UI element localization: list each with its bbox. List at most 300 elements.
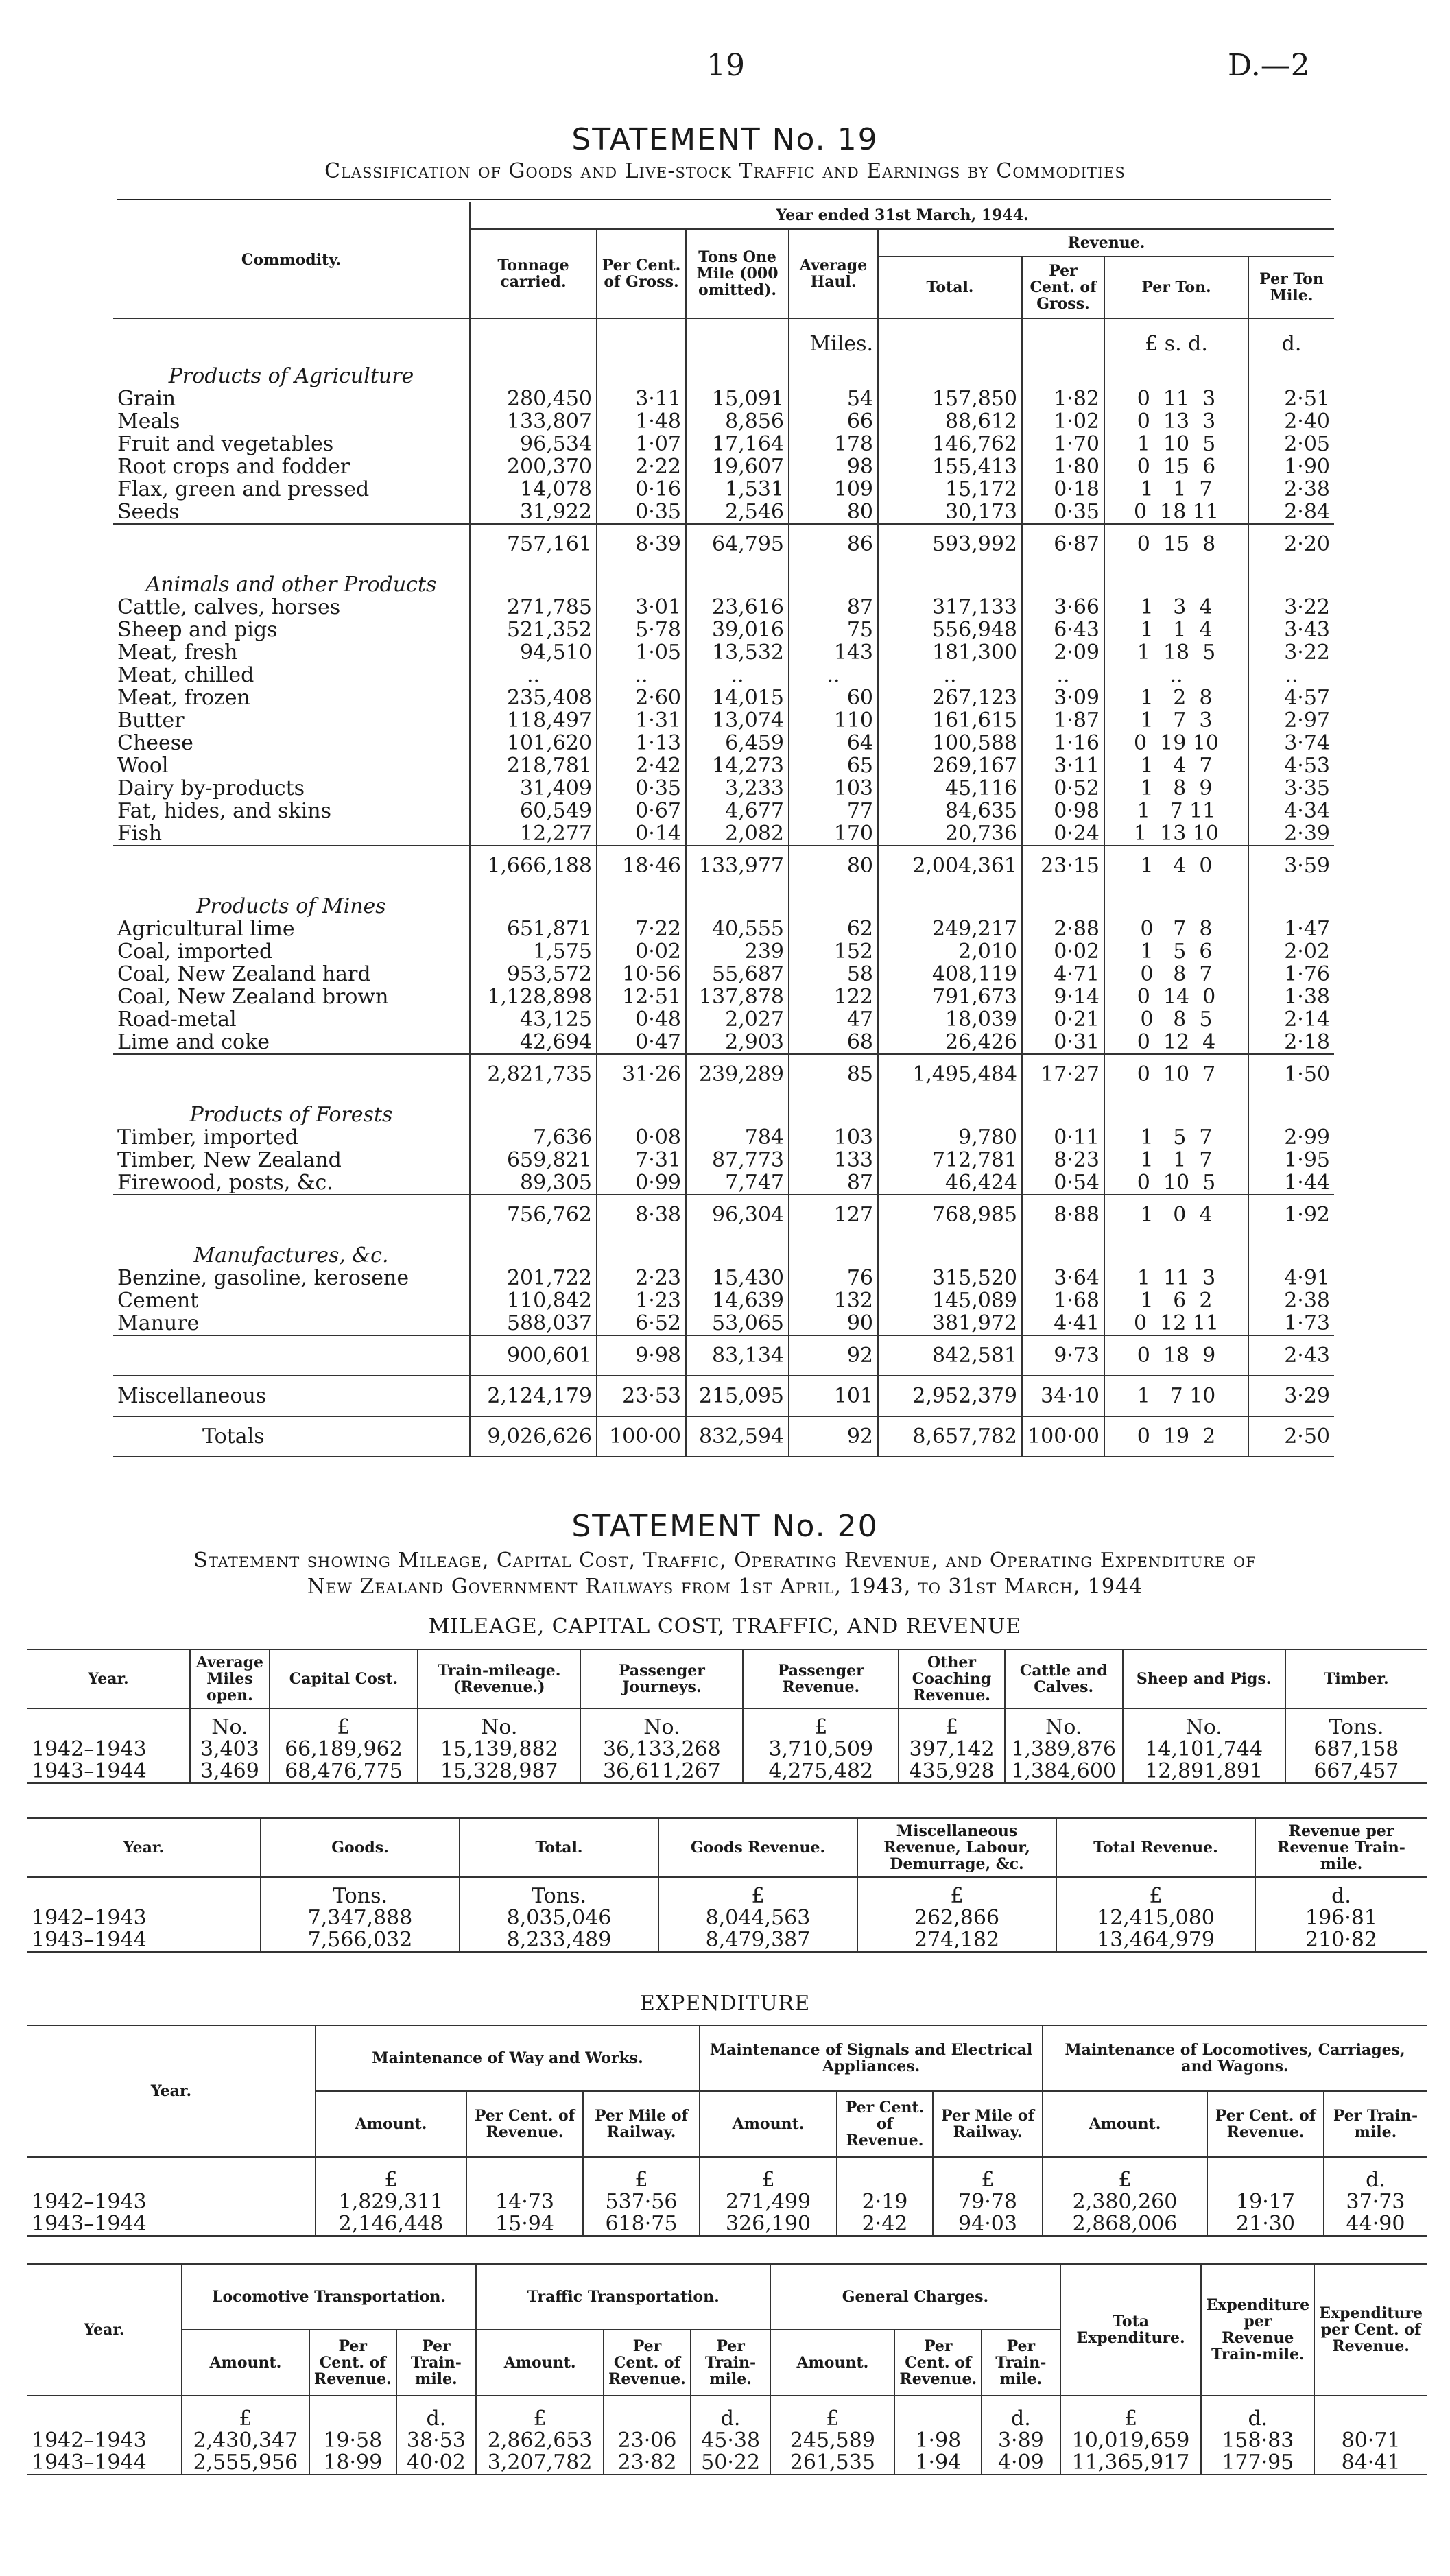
value-cell: 18,039 [878, 1008, 1022, 1031]
unit-cell [597, 318, 686, 355]
total-label-blank [113, 1054, 470, 1094]
group-header: Maintenance of Way and Works. [316, 2025, 700, 2091]
value-cell: 1 7 11 [1104, 800, 1248, 822]
value-cell: 1 6 2 [1104, 1289, 1248, 1312]
value-cell: 7,566,032 [261, 1929, 460, 1952]
group-total-cell: 85 [789, 1054, 878, 1094]
unit-cell: d. [691, 2396, 771, 2430]
spacer-cell [1022, 355, 1104, 387]
value-cell: 40,555 [686, 918, 789, 940]
spacer-cell [878, 1094, 1022, 1126]
value-cell: 200,370 [470, 455, 597, 478]
value-cell: 269,167 [878, 754, 1022, 777]
value-cell: 267,123 [878, 687, 1022, 709]
unit-cell: £ [857, 1877, 1056, 1907]
unit-cell: £ [583, 2157, 700, 2191]
value-cell: 7·22 [597, 918, 686, 940]
spacer-cell [878, 885, 1022, 918]
sub-header: Per Cent. of Revenue. [894, 2330, 982, 2396]
value-cell: 2·60 [597, 687, 686, 709]
sub-header: Amount. [770, 2330, 894, 2396]
commodity-row [113, 754, 1334, 777]
value-cell: 137,878 [686, 986, 789, 1008]
spacer-cell [1104, 1094, 1248, 1126]
commodity-row [113, 478, 1334, 501]
value-cell: 7,347,888 [261, 1907, 460, 1929]
total-label-blank [113, 1195, 470, 1235]
header-exp-per_mile: Expenditure per Revenue Train-mile. [1201, 2264, 1314, 2396]
group-heading-row [113, 355, 1334, 387]
spacer-cell [597, 1094, 686, 1126]
value-cell: 2·88 [1022, 918, 1104, 940]
value-cell: 953,572 [470, 963, 597, 986]
sub-header: Amount. [182, 2330, 309, 2396]
value-cell: 3,207,782 [476, 2452, 604, 2474]
column-header: Total Revenue. [1056, 1818, 1255, 1877]
unit-cell: £ [476, 2396, 604, 2430]
value-cell: 712,781 [878, 1149, 1022, 1171]
value-cell: 8,233,489 [460, 1929, 658, 1952]
value-cell: 44·90 [1324, 2213, 1427, 2236]
grand-totals-row-cell: 8,657,782 [878, 1416, 1022, 1457]
value-cell: 36,133,268 [580, 1739, 743, 1761]
value-cell: 84,635 [878, 800, 1022, 822]
year-cell: 1943–1944 [32, 1759, 147, 1783]
value-cell: 3·64 [1022, 1267, 1104, 1289]
value-cell: 556,948 [878, 619, 1022, 641]
spacer-cell [597, 1235, 686, 1267]
commodity-name: Sheep and pigs [117, 618, 278, 642]
miscellaneous-row-cell: 101 [789, 1376, 878, 1416]
grand-totals-row-cell: 0 19 2 [1104, 1416, 1248, 1457]
header-ton-miles: Tons One Mile (000 omitted). [686, 229, 789, 318]
value-cell: 103 [789, 1126, 878, 1149]
value-cell: 4·53 [1248, 754, 1334, 777]
value-cell: 2·42 [837, 2213, 933, 2236]
value-cell: 0·54 [1022, 1171, 1104, 1195]
value-cell: 3·01 [597, 596, 686, 619]
value-cell: 94,510 [470, 641, 597, 664]
commodity-name: Fruit and vegetables [117, 432, 334, 456]
commodity-name: Meat, chilled [117, 663, 254, 687]
value-cell: 178 [789, 433, 878, 455]
value-cell: 110 [789, 709, 878, 732]
year-cell: 1943–1944 [32, 1928, 147, 1952]
group-total-cell: 96,304 [686, 1195, 789, 1235]
header-revenue-total: Total. [878, 257, 1022, 318]
commodity-name: Timber, New Zealand [117, 1148, 342, 1172]
total-label-blank [113, 846, 470, 885]
header-year: Year. [150, 2082, 192, 2100]
group-total-cell: 757,161 [470, 524, 597, 564]
value-cell: 2,082 [686, 822, 789, 846]
value-cell: .. [789, 664, 878, 687]
header-tonnage: Tonnage carried. [470, 229, 597, 318]
section-mileage-heading: MILEAGE, CAPITAL COST, TRAFFIC, AND REVENUE [428, 1614, 1022, 1638]
grand-totals-row-cell: 100·00 [597, 1416, 686, 1457]
value-cell: 408,119 [878, 963, 1022, 986]
year-row [27, 1739, 1427, 1761]
value-cell: 14,015 [686, 687, 789, 709]
value-cell: 0·11 [1022, 1126, 1104, 1149]
value-cell: 1,575 [470, 940, 597, 963]
column-header: Passenger Revenue. [743, 1649, 899, 1708]
group-total-cell: 83,134 [686, 1335, 789, 1376]
miscellaneous-row [113, 1376, 1334, 1416]
column-header: Average Miles open. [190, 1649, 270, 1708]
sub-header: Amount. [476, 2330, 604, 2396]
sub-header: Per Train-mile. [396, 2330, 477, 2396]
sub-header: Per Mile of Railway. [583, 2091, 700, 2157]
group-heading: Manufactures, &c. [193, 1243, 389, 1267]
value-cell: 1·05 [597, 641, 686, 664]
value-cell: 0·02 [1022, 940, 1104, 963]
value-cell: 2·51 [1248, 387, 1334, 410]
unit-cell: £ [182, 2396, 309, 2430]
column-header: Timber. [1285, 1649, 1427, 1708]
value-cell: 0 12 4 [1104, 1031, 1248, 1054]
value-cell: 3·11 [597, 387, 686, 410]
statement-19-subtitle: Classification of Goods and Live-stock Traffic and Earnings by Commodities [324, 159, 1126, 183]
unit-cell: d. [1248, 318, 1334, 355]
spacer-cell [470, 564, 597, 596]
value-cell: 15,430 [686, 1267, 789, 1289]
value-cell: 15,172 [878, 478, 1022, 501]
miscellaneous-row-cell: 215,095 [686, 1376, 789, 1416]
value-cell: 0·08 [597, 1126, 686, 1149]
unit-cell [1207, 2157, 1324, 2191]
value-cell: 3·89 [982, 2430, 1060, 2452]
unit-cell: £ [743, 1708, 899, 1739]
value-cell: 2·99 [1248, 1126, 1334, 1149]
value-cell: 218,781 [470, 754, 597, 777]
value-cell: 66,189,962 [270, 1739, 418, 1761]
value-cell: 12,415,080 [1056, 1907, 1255, 1929]
statement-19-title: STATEMENT No. 19 [571, 122, 879, 157]
value-cell: 177·95 [1201, 2452, 1314, 2474]
value-cell: 87 [789, 596, 878, 619]
statement-20-subtitle-line1: Statement showing Mileage, Capital Cost, Traffic, Operating Revenue, and Operating Expenditure of [193, 1549, 1257, 1573]
value-cell: 14,639 [686, 1289, 789, 1312]
value-cell: 3·11 [1022, 754, 1104, 777]
value-cell: 1 13 10 [1104, 822, 1248, 846]
commodity-name: Firewood, posts, &c. [117, 1171, 333, 1195]
value-cell: 1·38 [1248, 986, 1334, 1008]
spacer-cell [1248, 1094, 1334, 1126]
value-cell: 60 [789, 687, 878, 709]
value-cell: 0·21 [1022, 1008, 1104, 1031]
value-cell: 2·39 [1248, 822, 1334, 846]
value-cell: 87,773 [686, 1149, 789, 1171]
group-header-row [27, 2025, 1427, 2091]
spacer-cell [470, 355, 597, 387]
value-cell: 12,277 [470, 822, 597, 846]
group-header: Traffic Transportation. [476, 2264, 770, 2330]
header-revenue-percent: Per Cent. of Gross. [1022, 257, 1104, 318]
commodity-row [113, 918, 1334, 940]
value-cell: 0·99 [597, 1171, 686, 1195]
commodity-row [113, 986, 1334, 1008]
unit-cell [309, 2396, 396, 2430]
miscellaneous-row-cell: 3·29 [1248, 1376, 1334, 1416]
value-cell: 2·09 [1022, 641, 1104, 664]
units-row [27, 2396, 1427, 2430]
value-cell: 12,891,891 [1123, 1761, 1285, 1783]
value-cell: 784 [686, 1126, 789, 1149]
spacer-cell [1022, 564, 1104, 596]
value-cell: 23,616 [686, 596, 789, 619]
value-cell: 1·48 [597, 410, 686, 433]
unit-cell [894, 2396, 982, 2430]
spacer-cell [686, 1235, 789, 1267]
unit-cell: Tons. [261, 1877, 460, 1907]
commodity-name: Benzine, gasoline, kerosene [117, 1266, 409, 1290]
spacer-cell [789, 355, 878, 387]
unit-cell [27, 1708, 190, 1739]
commodity-row [113, 1149, 1334, 1171]
sub-header: Per Train-mile. [1324, 2091, 1427, 2157]
header-per-ton: Per Ton. [1104, 257, 1248, 318]
value-cell: 6·52 [597, 1312, 686, 1335]
value-cell: 0 19 10 [1104, 732, 1248, 754]
value-cell: 2,010 [878, 940, 1022, 963]
value-cell: 0·31 [1022, 1031, 1104, 1054]
group-total-cell: 1,495,484 [878, 1054, 1022, 1094]
unit-cell [604, 2396, 691, 2430]
group-total-cell: 86 [789, 524, 878, 564]
page-number: 19 [706, 48, 745, 83]
value-cell: 47 [789, 1008, 878, 1031]
value-cell: 8,035,046 [460, 1907, 658, 1929]
commodity-name: Seeds [117, 500, 180, 524]
value-cell: 45,116 [878, 777, 1022, 800]
value-cell: 31,922 [470, 501, 597, 524]
value-cell: 280,450 [470, 387, 597, 410]
group-heading-row [113, 1094, 1334, 1126]
value-cell: 2·14 [1248, 1008, 1334, 1031]
expenditure-table-1 [27, 2025, 1427, 2237]
unit-cell: £ [1043, 2157, 1207, 2191]
value-cell: 1 10 5 [1104, 433, 1248, 455]
value-cell: 109 [789, 478, 878, 501]
sub-header: Per Cent. of Revenue. [1207, 2091, 1324, 2157]
spacer-cell [470, 885, 597, 918]
value-cell: 0 10 5 [1104, 1171, 1248, 1195]
grand-totals-row [113, 1416, 1334, 1457]
value-cell: 1 11 3 [1104, 1267, 1248, 1289]
spacer-cell [1104, 355, 1248, 387]
commodity-name: Coal, imported [117, 940, 273, 964]
value-cell: 210·82 [1255, 1929, 1427, 1952]
value-cell: 0·98 [1022, 800, 1104, 822]
spacer-cell [1248, 355, 1334, 387]
value-cell: 1,829,311 [316, 2191, 466, 2213]
value-cell: 23·06 [604, 2430, 691, 2452]
value-cell: 26,426 [878, 1031, 1022, 1054]
column-header: Miscellaneous Revenue, Labour, Demurrage, &c. [857, 1818, 1056, 1877]
value-cell: 4·41 [1022, 1312, 1104, 1335]
unit-cell: No. [190, 1708, 270, 1739]
group-header-row [27, 2264, 1427, 2330]
group-total-cell: 9·73 [1022, 1335, 1104, 1376]
value-cell: 0·02 [597, 940, 686, 963]
value-cell: 317,133 [878, 596, 1022, 619]
value-cell: 89,305 [470, 1171, 597, 1195]
group-total-row [113, 524, 1334, 564]
group-heading-row [113, 1235, 1334, 1267]
value-cell: 15,139,882 [418, 1739, 580, 1761]
value-cell: 17,164 [686, 433, 789, 455]
year-cell: 1943–1944 [32, 2212, 147, 2236]
group-total-cell: 842,581 [878, 1335, 1022, 1376]
unit-cell: No. [580, 1708, 743, 1739]
group-total-cell: 239,289 [686, 1054, 789, 1094]
value-cell: 13,074 [686, 709, 789, 732]
header-year: Year ended 31st March, 1944. [470, 202, 1334, 229]
group-total-cell: 1·50 [1248, 1054, 1334, 1094]
value-cell: 0·67 [597, 800, 686, 822]
value-cell: 21·30 [1207, 2213, 1324, 2236]
value-cell: 62 [789, 918, 878, 940]
year-row [27, 1929, 1427, 1952]
group-total-cell: 1,666,188 [470, 846, 597, 885]
statement-20-subtitle-line2: New Zealand Government Railways from 1st April, 1943, to 31st March, 1944 [307, 1575, 1143, 1599]
value-cell: 15·94 [466, 2213, 583, 2236]
group-total-cell: 64,795 [686, 524, 789, 564]
value-cell: 261,535 [770, 2452, 894, 2474]
spacer-cell [470, 1235, 597, 1267]
commodity-name: Butter [117, 708, 185, 732]
value-cell: 0 13 3 [1104, 410, 1248, 433]
header-row [27, 1818, 1427, 1877]
value-cell: 9·14 [1022, 986, 1104, 1008]
unit-cell [27, 1877, 261, 1907]
value-cell: 2·19 [837, 2191, 933, 2213]
value-cell: 271,785 [470, 596, 597, 619]
group-total-row [113, 846, 1334, 885]
header-row [27, 1649, 1427, 1708]
value-cell: 1·82 [1022, 387, 1104, 410]
group-heading: Products of Agriculture [168, 364, 414, 388]
value-cell: .. [1022, 664, 1104, 687]
unit-cell: £ [658, 1877, 857, 1907]
group-total-cell: 2·43 [1248, 1335, 1334, 1376]
value-cell: 1 1 7 [1104, 1149, 1248, 1171]
value-cell: 181,300 [878, 641, 1022, 664]
value-cell: 2,555,956 [182, 2452, 309, 2474]
value-cell: 30,173 [878, 501, 1022, 524]
group-total-cell: 9·98 [597, 1335, 686, 1376]
group-total-cell: 3·59 [1248, 846, 1334, 885]
value-cell: 0·35 [597, 777, 686, 800]
value-cell: 37·73 [1324, 2191, 1427, 2213]
spacer-cell [789, 1235, 878, 1267]
value-cell: 1·23 [597, 1289, 686, 1312]
group-heading: Products of Mines [196, 894, 386, 918]
value-cell: 274,182 [857, 1929, 1056, 1952]
value-cell: 2·18 [1248, 1031, 1334, 1054]
unit-cell: d. [1201, 2396, 1314, 2430]
value-cell: 60,549 [470, 800, 597, 822]
value-cell: .. [1248, 664, 1334, 687]
group-total-cell: 593,992 [878, 524, 1022, 564]
commodity-name: Meat, fresh [117, 641, 238, 665]
value-cell: 3,403 [190, 1739, 270, 1761]
commodity-row [113, 822, 1334, 846]
value-cell: 132 [789, 1289, 878, 1312]
group-header: General Charges. [770, 2264, 1060, 2330]
value-cell: 152 [789, 940, 878, 963]
value-cell: 4·57 [1248, 687, 1334, 709]
value-cell: 80·71 [1314, 2430, 1427, 2452]
column-header: Year. [88, 1670, 129, 1688]
total-label-blank [113, 524, 470, 564]
header-exp-pct: Expenditure per Cent. of Revenue. [1314, 2264, 1427, 2396]
value-cell: 1 1 4 [1104, 619, 1248, 641]
year-cell: 1942–1943 [32, 1737, 147, 1761]
value-cell: 20,736 [878, 822, 1022, 846]
value-cell: 1,389,876 [1005, 1739, 1123, 1761]
commodity-name: Lime and coke [117, 1030, 270, 1054]
value-cell: 14,078 [470, 478, 597, 501]
commodity-name: Road-metal [117, 1007, 237, 1031]
value-cell: 2,430,347 [182, 2430, 309, 2452]
value-cell: 133 [789, 1149, 878, 1171]
unit-cell: Tons. [1285, 1708, 1427, 1739]
value-cell: 53,065 [686, 1312, 789, 1335]
spacer-cell [878, 1235, 1022, 1267]
commodity-name: Coal, New Zealand hard [117, 962, 371, 986]
value-cell: 1 8 9 [1104, 777, 1248, 800]
value-cell: 0·35 [597, 501, 686, 524]
commodity-row [113, 963, 1334, 986]
value-cell: 46,424 [878, 1171, 1022, 1195]
value-cell: 618·75 [583, 2213, 700, 2236]
value-cell: 1·95 [1248, 1149, 1334, 1171]
unit-cell: d. [396, 2396, 477, 2430]
commodity-row [113, 732, 1334, 754]
value-cell: 1 2 8 [1104, 687, 1248, 709]
commodity-row [113, 1289, 1334, 1312]
unit-cell [466, 2157, 583, 2191]
spacer-cell [1248, 1235, 1334, 1267]
value-cell: 2·22 [597, 455, 686, 478]
value-cell: 1,128,898 [470, 986, 597, 1008]
header-year: Year. [84, 2321, 125, 2339]
group-total-cell: 1 4 0 [1104, 846, 1248, 885]
commodity-row [113, 501, 1334, 524]
unit-cell: £ [1056, 1877, 1255, 1907]
year-cell: 1943–1944 [32, 2450, 147, 2474]
value-cell: 791,673 [878, 986, 1022, 1008]
group-header: Maintenance of Signals and Electrical Appliances. [700, 2025, 1043, 2091]
column-header: Cattle and Calves. [1005, 1649, 1123, 1708]
commodity-row [113, 387, 1334, 410]
year-cell: 1942–1943 [32, 1906, 147, 1930]
column-header: Total. [460, 1818, 658, 1877]
unit-cell [878, 318, 1022, 355]
grand-totals-row-cell: 92 [789, 1416, 878, 1457]
sub-header: Amount. [700, 2091, 837, 2157]
commodity-name: Cattle, calves, horses [117, 595, 341, 619]
value-cell: 1·94 [894, 2452, 982, 2474]
group-total-row [113, 1054, 1334, 1094]
group-total-cell: 31·26 [597, 1054, 686, 1094]
group-total-cell: 8·38 [597, 1195, 686, 1235]
commodity-name: Root crops and fodder [117, 455, 350, 479]
value-cell: 4·09 [982, 2452, 1060, 2474]
commodity-row [113, 433, 1334, 455]
